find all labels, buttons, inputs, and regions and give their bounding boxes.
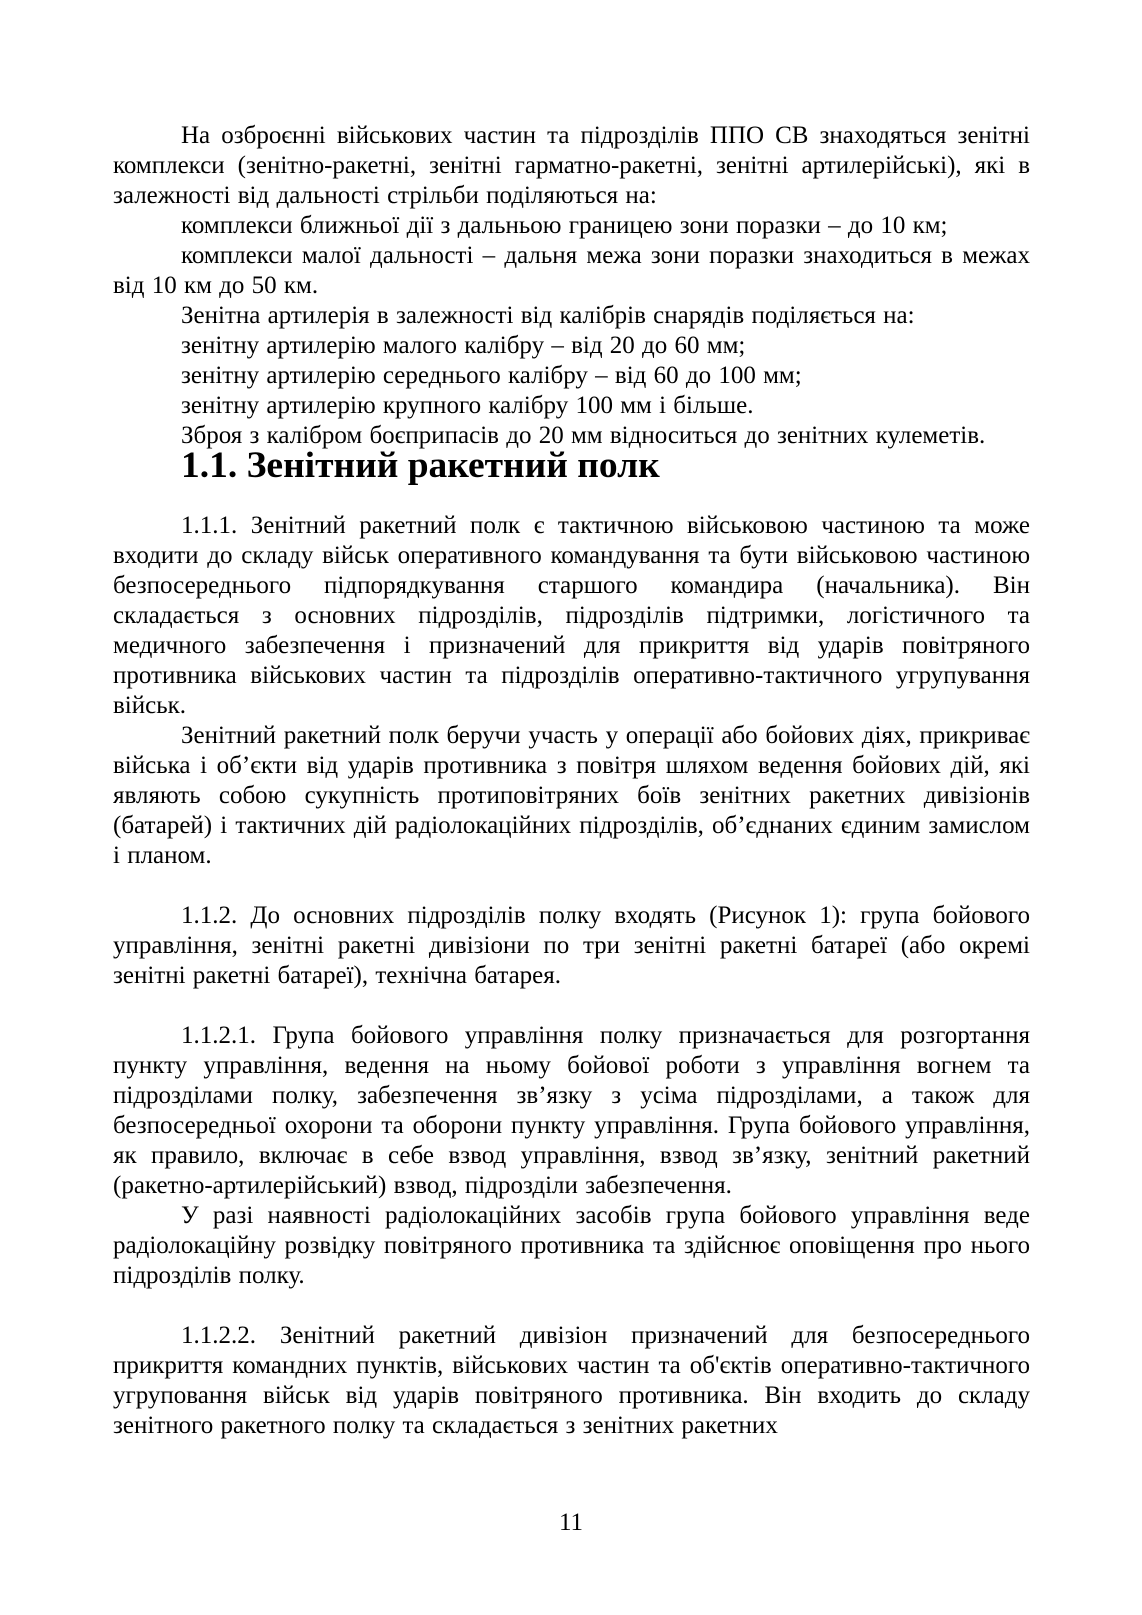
section-heading: 1.1. Зенітний ракетний полк <box>181 445 660 486</box>
paragraph-1-1-1: 1.1.1. Зенітний ракетний полк є тактичною військовою частиною та може входити до складу військ оперативного командування та бути військовою частиною безпосереднього підпорядкування старшого командира (начальника). Він складається з основних підрозділів, підрозділів підтримки, логістичного та медичного забезпечення і призначений для прикриття від ударів повітряного противника військових частин та підрозділів оперативно-тактичного угрупування військ. <box>113 512 1030 719</box>
paragraph-regiment-combat: Зенітний ракетний полк беручи участь у операції або бойових діях, прикриває війська і об’єкти від ударів противника з повітря шляхом ведення бойових дій, які являють собою сукупність протиповітряних боїв зенітних ракетних дивізіонів (батарей) і тактичних дій радіолокаційних підрозділів, об’єднаних єдиним замислом і планом. <box>113 722 1030 869</box>
paragraph-large-caliber: зенітну артилерію крупного калібру 100 мм і більше. <box>181 392 754 419</box>
paragraph-small-range: комплекси малої дальності – дальня межа зони поразки знаходиться в межах від 10 км до 50 км. <box>113 242 1030 299</box>
paragraph-artillery-intro: Зенітна артилерія в залежності від калібрів снарядів поділяється на: <box>181 302 915 329</box>
paragraph-radar-recon: У разі наявності радіолокаційних засобів група бойового управління веде радіолокаційну розвідку повітряного противника та здійснює оповіщення про нього підрозділів полку. <box>113 1202 1030 1289</box>
paragraph-weapons-intro: На озброєнні військових частин та підрозділів ППО СВ знаходяться зенітні комплекси (зенітно-ракетні, зенітні гарматно-ракетні, зенітні артилерійські), які в залежності від дальності стрільби поділяються на: <box>113 122 1030 209</box>
paragraph-1-1-2: 1.1.2. До основних підрозділів полку входять (Рисунок 1): група бойового управління, зенітні ракетні дивізіони по три зенітні ракетні батареї (або окремі зенітні ракетні батареї), технічна батарея. <box>113 902 1030 989</box>
paragraph-1-1-2-1: 1.1.2.1. Група бойового управління полку призначається для розгортання пункту управління, ведення на ньому бойової роботи з управління вогнем та підрозділами полку, забезпечення зв’язку з усіма підрозділами, а також для безпосередньої охорони та оборони пункту управління. Група бойового управління, як правило, включає в себе взвод управління, взвод зв’язку, зенітний ракетний (ракетно-артилерійський) взвод, підрозділи забезпечення. <box>113 1022 1030 1199</box>
paragraph-medium-caliber: зенітну артилерію середнього калібру – від 60 до 100 мм; <box>181 362 802 389</box>
paragraph-small-caliber: зенітну артилерію малого калібру – від 20 до 60 мм; <box>181 332 746 359</box>
page-number: 11 <box>558 1509 584 1536</box>
paragraph-1-1-2-2: 1.1.2.2. Зенітний ракетний дивізіон призначений для безпосереднього прикриття командних пунктів, військових частин та об'єктів оперативно-тактичного угруповання військ від ударів повітряного противника. Він входить до складу зенітного ракетного полку та складається з зенітних ракетних <box>113 1322 1030 1439</box>
document-body <box>113 121 1030 1441</box>
paragraph-machine-guns: Зброя з калібром боєприпасів до 20 мм відноситься до зенітних кулеметів. <box>181 422 986 449</box>
paragraph-short-range: комплекси ближньої дії з дальньою границею зони поразки – до 10 км; <box>181 212 948 239</box>
